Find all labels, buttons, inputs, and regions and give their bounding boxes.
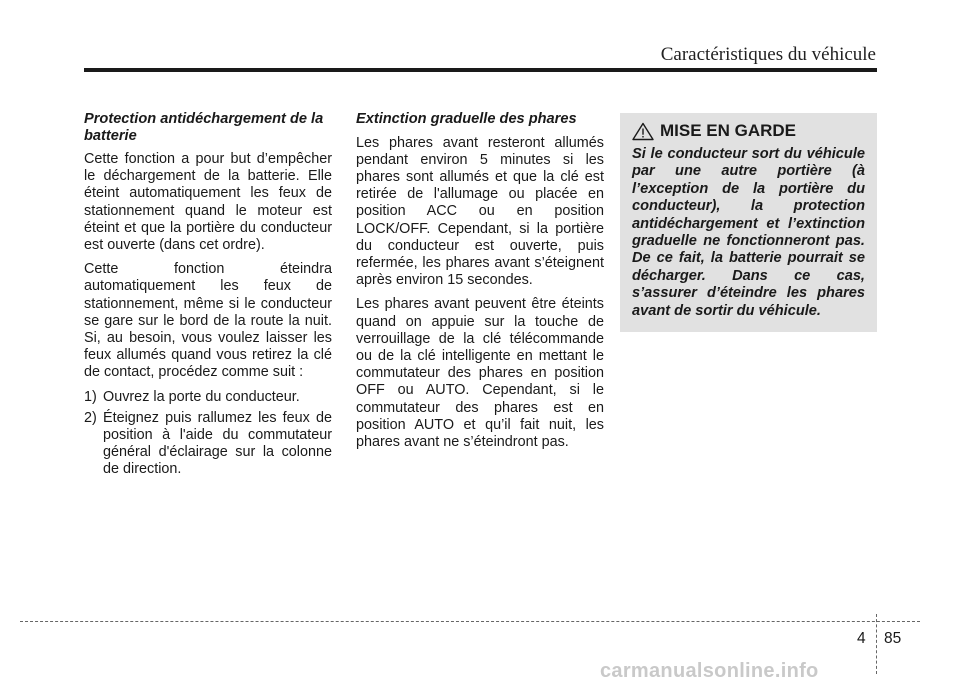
warning-header xyxy=(632,121,865,141)
warning-title: MISE EN GARDE xyxy=(660,121,797,140)
paragraph: Cette fonction éteindra automatiquement les feux de stationnement, même si le conducteur se gare sur le bord de la route la nuit. Si, au besoin, vous voulez laisser les feux allumés quand vous retirez la clé de contact, procédez comme suit : xyxy=(84,261,332,381)
section-title-headlight-extinction: Extinction graduelle des phares xyxy=(356,111,577,127)
step-number: 2) xyxy=(84,409,97,426)
section-title-battery-protection: Protection antidéchargement de la batterie xyxy=(84,111,324,144)
header-title: Caractéristiques du véhicule xyxy=(660,44,876,65)
step-text: Éteignez puis rallumez les feux de position à l'aide du commutateur général d'éclairage sur la colonne de direction. xyxy=(103,409,332,478)
page-separator xyxy=(876,614,877,674)
middle-column xyxy=(356,111,604,458)
step-text: Ouvrez la porte du conducteur. xyxy=(103,388,300,405)
left-column xyxy=(84,111,332,483)
watermark: carmanualsonline.info xyxy=(600,660,819,682)
step-number: 1) xyxy=(84,388,97,405)
step-item xyxy=(84,389,332,406)
step-item xyxy=(84,410,332,479)
paragraph: Les phares avant peuvent être éteints quand on appuie sur la touche de verrouillage de la clé télécommande ou de la clé intelligente en mettant le commutateur des phares en position OFF ou AUTO. Cependant, si le commutateur des phares est en position AUTO et qu’il fait nuit, les phares avant ne s’éteindront pas. xyxy=(356,296,604,450)
paragraph: Cette fonction a pour but d’empêcher le déchargement de la batterie. Elle éteint automatiquement les feux de stationnement quand le moteur est éteint et que la portière du conducteur est ouverte (dans cet ordre). xyxy=(84,151,332,254)
paragraph: Les phares avant resteront allumés pendant environ 5 minutes si les phares sont allumés et que la clé est retirée de l'allumage ou placée en position ACC ou en position LOCK/OFF. Cependant, si la portière du conducteur est ouverte, puis refermée, les phares avant s’éteignent après environ 15 secondes. xyxy=(356,134,604,289)
footer-rule xyxy=(20,621,920,622)
header-rule xyxy=(84,68,877,72)
chapter-number: 4 xyxy=(857,630,866,647)
page-number: 85 xyxy=(884,630,902,647)
warning-text: Si le conducteur sort du véhicule par une autre portière (à l’exception de la portière du conducteur), la protection antidéchargement et l’extinction graduelle ne fonctionneront pas. De ce fait, la batterie pourrait se décharger. Dans ce cas, s’assurer d’éteindre les phares avant de sortir du véhicule. xyxy=(632,146,865,319)
warning-box xyxy=(620,113,877,332)
warning-triangle-icon xyxy=(632,122,654,141)
